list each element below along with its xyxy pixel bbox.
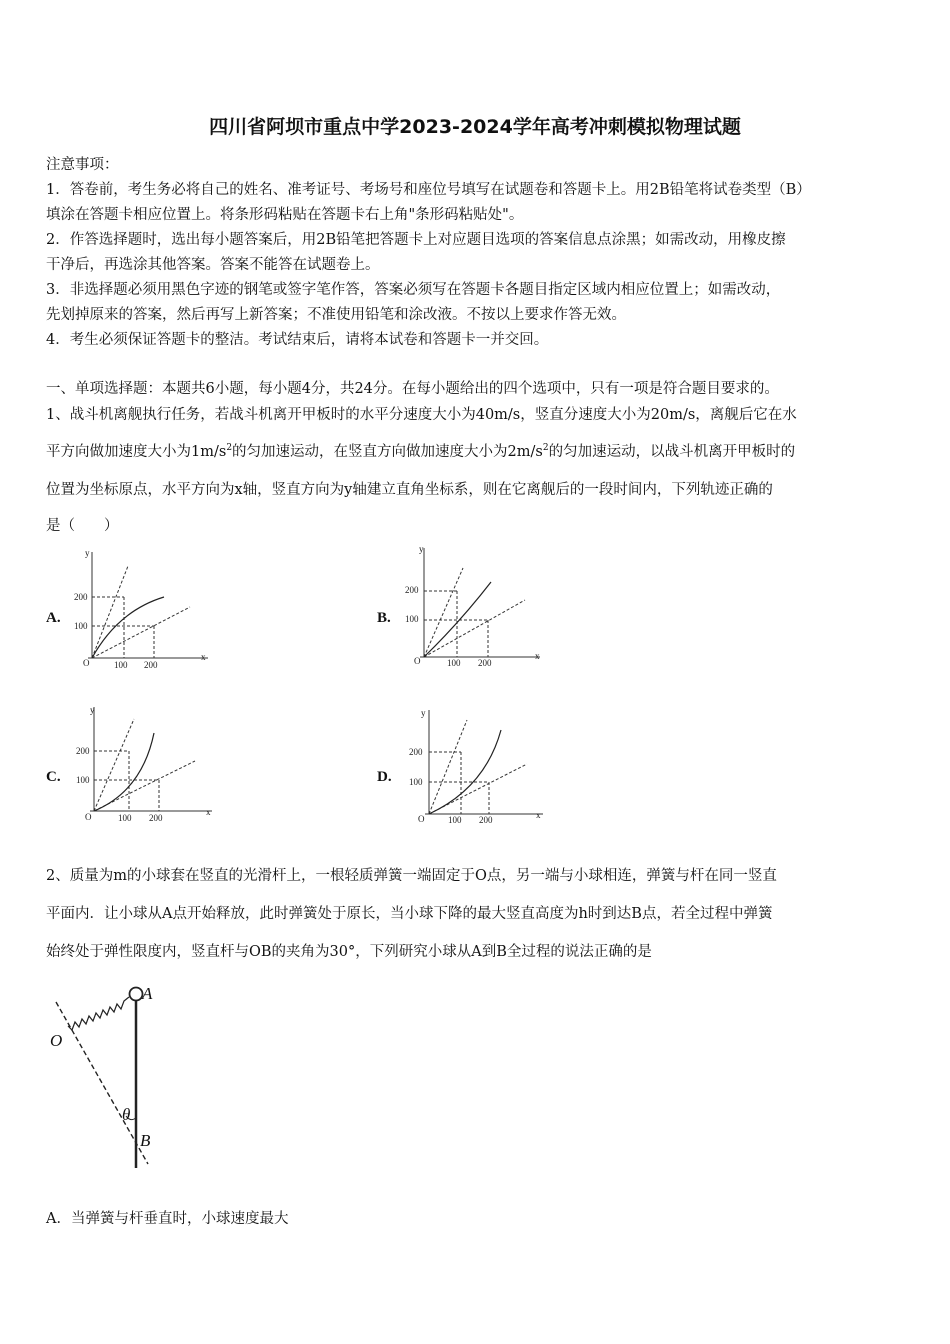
graph-option-a <box>74 546 218 675</box>
x-axis-label: x <box>201 652 206 662</box>
y-tick-label: 200 <box>74 592 88 602</box>
notice-line: 4．考生必须保证答题卡的整洁。考试结束后，请将本试卷和答题卡一并交回。 <box>46 332 549 348</box>
x-tick-label: 100 <box>448 815 462 825</box>
x-tick-label: 100 <box>447 658 461 668</box>
notice-line: 先划掉原来的答案，然后再写上新答案；不准使用铅笔和涂改液。不按以上要求作答无效。 <box>46 307 626 323</box>
y-axis-label: y <box>90 705 95 715</box>
y-tick-label: 100 <box>74 621 88 631</box>
x-tick-label: 200 <box>479 815 493 825</box>
origin-label: O <box>414 656 421 666</box>
x-tick-label: 200 <box>478 658 492 668</box>
q1-stem: 位置为坐标原点，水平方向为x轴，竖直方向为y轴建立直角坐标系，则在它离舰后的一段时间内，下列轨迹正确的 <box>46 482 773 498</box>
q1-stem: 1、战斗机离舰执行任务，若战斗机离开甲板时的水平分速度大小为40m/s，竖直分速度大小为20m/s，离舰后它在水 <box>46 407 797 423</box>
graph-option-d <box>405 706 545 835</box>
x-axis-label: x <box>206 807 211 817</box>
point-o-label: O <box>50 1031 63 1050</box>
y-tick-label: 200 <box>76 746 90 756</box>
q2-stem: 2、质量为m的小球套在竖直的光滑杆上，一根轻质弹簧一端固定于O点，另一端与小球相连，弹簧与杆在同一竖直 <box>46 868 777 884</box>
x-axis-label: x <box>535 651 540 661</box>
y-axis-label: y <box>419 544 424 554</box>
y-tick-label: 200 <box>405 585 419 595</box>
origin-label: O <box>85 812 92 822</box>
q1-stem: 平方向做加速度大小为$1m/s^2$的匀加速运动，在竖直方向做加速度大小为$2m/s^2$的匀加速运动，以战斗机离开甲板时的 <box>46 443 796 460</box>
graph-option-b <box>405 542 545 671</box>
spring-rod-figure <box>46 980 186 1174</box>
q2-option-a[interactable]: A．当弹簧与杆垂直时，小球速度最大 <box>46 1211 289 1227</box>
point-b-label: B <box>140 1131 151 1150</box>
angle-theta-label: θ <box>122 1105 131 1124</box>
notice-line: 2．作答选择题时，选出每小题答案后，用2B铅笔把答题卡上对应题目选项的答案信息点涂黑；如需改动，用橡皮擦 <box>46 232 786 248</box>
x-tick-label: 200 <box>144 660 158 670</box>
page-title: 四川省阿坝市重点中学2023-2024学年高考冲刺模拟物理试题 <box>209 116 741 138</box>
y-axis-label: y <box>85 548 90 558</box>
graph-option-c <box>76 703 220 832</box>
y-tick-label: 200 <box>409 747 423 757</box>
y-axis-label: y <box>421 708 426 718</box>
q2-stem: 平面内．让小球从A点开始释放，此时弹簧处于原长，当小球下降的最大竖直高度为h时到达B点，若全过程中弹簧 <box>46 906 773 922</box>
x-tick-label: 100 <box>114 660 128 670</box>
q2-stem: 始终处于弹性限度内，竖直杆与OB的夹角为30°，下列研究小球从A到B全过程的说法正确的是 <box>46 944 652 960</box>
notice-line: 3．非选择题必须用黑色字迹的钢笔或签字笔作答，答案必须写在答题卡各题目指定区域内相应位置上；如需改动， <box>46 282 781 298</box>
option-a-label[interactable]: A. <box>46 610 61 626</box>
x-tick-label: 100 <box>118 813 132 823</box>
point-a-label: A <box>142 984 153 1003</box>
option-d-label[interactable]: D. <box>377 769 392 785</box>
y-tick-label: 100 <box>405 614 419 624</box>
y-tick-label: 100 <box>76 775 90 785</box>
x-tick-label: 200 <box>149 813 163 823</box>
q1-stem: 是（ ） <box>46 518 119 534</box>
notice-heading: 注意事项： <box>46 157 119 173</box>
option-c-label[interactable]: C. <box>46 769 61 785</box>
notice-line: 1．答卷前，考生务必将自己的姓名、准考证号、考场号和座位号填写在试题卷和答题卡上。用2B铅笔将试卷类型（B） <box>46 182 811 198</box>
notice-line: 填涂在答题卡相应位置上。将条形码粘贴在答题卡右上角"条形码粘贴处"。 <box>46 207 524 223</box>
origin-label: O <box>83 658 90 668</box>
x-axis-label: x <box>536 810 541 820</box>
origin-label: O <box>418 814 425 824</box>
notice-line: 干净后，再选涂其他答案。答案不能答在试题卷上。 <box>46 257 380 273</box>
section-heading: 一、单项选择题：本题共6小题，每小题4分，共24分。在每小题给出的四个选项中，只有一项是符合题目要求的。 <box>46 381 779 397</box>
option-b-label[interactable]: B. <box>377 610 391 626</box>
y-tick-label: 100 <box>409 777 423 787</box>
